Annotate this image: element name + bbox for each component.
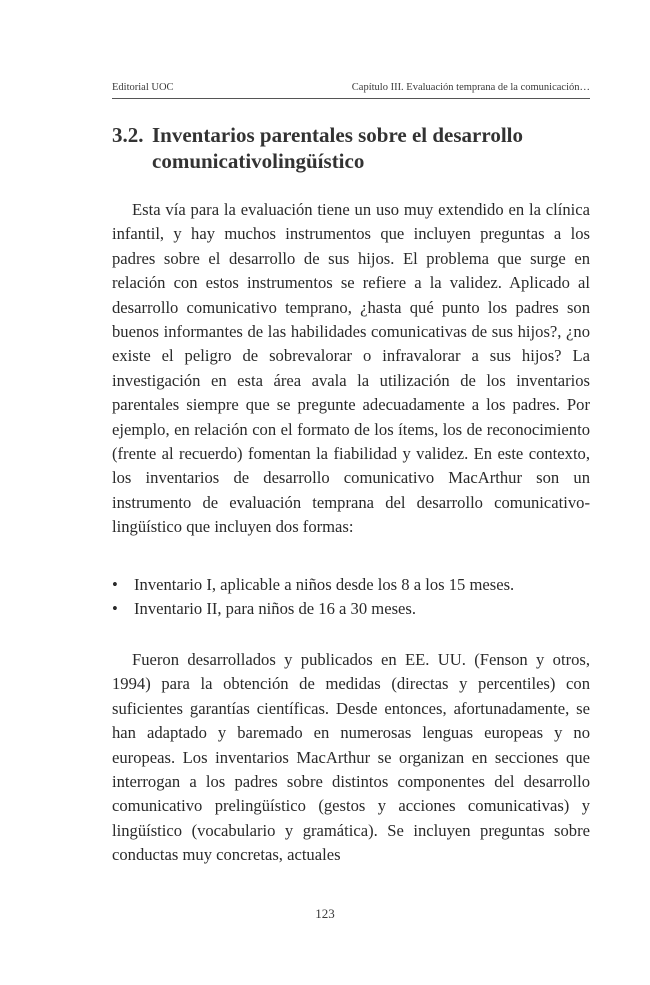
list-item bbox=[112, 597, 590, 621]
bullet-marker: • bbox=[112, 599, 118, 619]
bullet-marker: • bbox=[112, 575, 118, 594]
paragraph-1: Esta vía para la evaluación tiene un uso muy extendido en la clínica infantil, y hay muchos instrumentos que incluyen preguntas a los padres sobre el desarrollo de sus hijos. El problema que surge en relación con estos instrumentos se refiere a la validez. Aplicado al desarrollo comunicativo temprano, ¿hasta qué punto los padres son buenos informantes de las habilidades comunicativas de sus hijos?, ¿no existe el peligro de sobrevalorar o infravalorar a sus hijos? La investigación en esta área avala la utilización de los inventarios parentales siempre que se pregunte adecuadamente a los padres. Por ejemplo, en relación con el formato de los ítems, los de reconocimiento (frente al recuerdo) fomentan la fiabilidad y validez. En este contexto, los inventarios de desarrollo comunicativo MacArthur son un instrumento de evaluación temprana del desarrollo comunicativo-lingüístico que incluyen dos formas: bbox=[112, 200, 590, 537]
list-item bbox=[112, 573, 590, 597]
section-title bbox=[112, 122, 590, 174]
section-number: 3.2. bbox=[112, 123, 144, 147]
header-chapter: Capítulo III. Evaluación temprana de la comunicación… bbox=[351, 82, 590, 93]
section-title-line2: comunicativolingüístico bbox=[152, 149, 365, 173]
list-item-text: Inventario I, aplicable a niños desde los 8 a los 15 meses. bbox=[134, 575, 515, 594]
bullet-list bbox=[112, 573, 590, 622]
paragraph-2: Fueron desarrollados y publicados en EE. UU. (Fenson y otros, 1994) para la obtención de medidas (directas y percentiles) con suficientes garantías científicas. Desde entonces, afortunadamente, se han adaptado y baremado en numerosas lenguas europeas y no europeas. Los inventarios MacArthur se organizan en secciones que interrogan a los padres sobre distintos componentes del desarrollo comunicativo prelingüístico (gestos y acciones comunicativas) y lingüístico (vocabulario y gramática). Se incluyen preguntas sobre conductas muy concretas, actuales bbox=[112, 650, 590, 865]
page-number: 123 bbox=[315, 906, 335, 921]
section-title-line1: Inventarios parentales sobre el desarrollo bbox=[152, 123, 523, 147]
header-publisher: Editorial UOC bbox=[112, 82, 174, 93]
list-item-text: Inventario II, para niños de 16 a 30 meses. bbox=[134, 599, 417, 619]
running-header bbox=[112, 82, 590, 99]
